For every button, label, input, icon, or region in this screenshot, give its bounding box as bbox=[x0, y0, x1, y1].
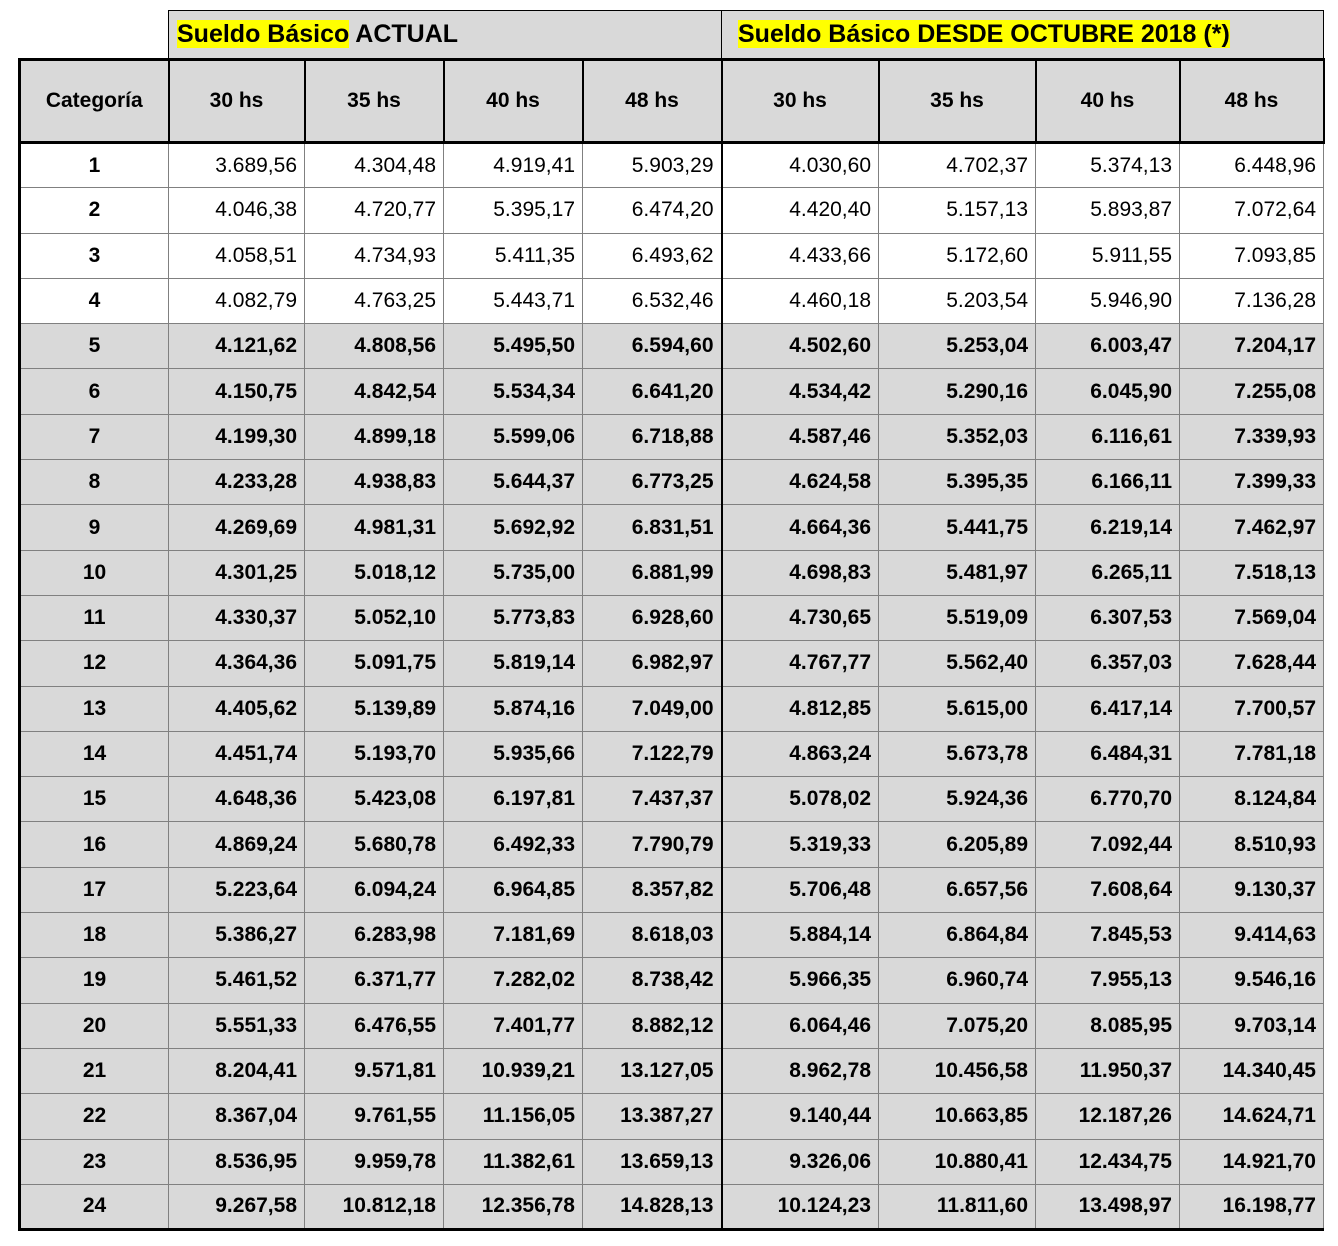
column-header-october-40-hs: 40 hs bbox=[1036, 60, 1180, 143]
table-row bbox=[20, 641, 1324, 686]
column-header-current-35-hs: 35 hs bbox=[305, 60, 444, 143]
salary-cell: 7.462,97 bbox=[1180, 505, 1324, 550]
salary-cell: 6.484,31 bbox=[1036, 731, 1180, 776]
salary-cell: 5.966,35 bbox=[722, 958, 879, 1003]
salary-cell: 7.282,02 bbox=[444, 958, 583, 1003]
salary-cell: 9.761,55 bbox=[305, 1094, 444, 1139]
salary-cell: 4.720,77 bbox=[305, 188, 444, 233]
salary-cell: 5.903,29 bbox=[583, 143, 722, 188]
salary-cell: 5.615,00 bbox=[879, 686, 1036, 731]
salary-cell: 9.546,16 bbox=[1180, 958, 1324, 1003]
table-row bbox=[20, 1094, 1324, 1139]
salary-cell: 6.492,33 bbox=[444, 822, 583, 867]
salary-cell: 11.950,37 bbox=[1036, 1048, 1180, 1093]
salary-cell: 5.692,92 bbox=[444, 505, 583, 550]
column-header-categoria: Categoría bbox=[20, 60, 169, 143]
salary-cell: 6.718,88 bbox=[583, 414, 722, 459]
salary-cell: 7.955,13 bbox=[1036, 958, 1180, 1003]
salary-cell: 7.093,85 bbox=[1180, 233, 1324, 278]
salary-cell: 5.461,52 bbox=[169, 958, 305, 1003]
salary-cell: 6.205,89 bbox=[879, 822, 1036, 867]
salary-cell: 5.773,83 bbox=[444, 595, 583, 640]
category-cell: 3 bbox=[20, 233, 169, 278]
salary-cell: 4.664,36 bbox=[722, 505, 879, 550]
salary-cell: 4.734,93 bbox=[305, 233, 444, 278]
table-row bbox=[20, 369, 1324, 414]
category-cell: 16 bbox=[20, 822, 169, 867]
category-cell: 9 bbox=[20, 505, 169, 550]
salary-cell: 7.092,44 bbox=[1036, 822, 1180, 867]
salary-cell: 6.476,55 bbox=[305, 1003, 444, 1048]
salary-cell: 4.702,37 bbox=[879, 143, 1036, 188]
salary-cell: 4.199,30 bbox=[169, 414, 305, 459]
salary-cell: 6.964,85 bbox=[444, 867, 583, 912]
table-row bbox=[20, 460, 1324, 505]
salary-cell: 4.869,24 bbox=[169, 822, 305, 867]
salary-cell: 4.812,85 bbox=[722, 686, 879, 731]
salary-cell: 4.082,79 bbox=[169, 278, 305, 323]
salary-cell: 10.812,18 bbox=[305, 1184, 444, 1229]
salary-cell: 5.172,60 bbox=[879, 233, 1036, 278]
table-row bbox=[20, 233, 1324, 278]
salary-cell: 5.386,27 bbox=[169, 913, 305, 958]
category-cell: 10 bbox=[20, 550, 169, 595]
salary-cell: 10.880,41 bbox=[879, 1139, 1036, 1184]
salary-cell: 4.863,24 bbox=[722, 731, 879, 776]
salary-cell: 8.085,95 bbox=[1036, 1003, 1180, 1048]
salary-cell: 5.078,02 bbox=[722, 777, 879, 822]
category-cell: 20 bbox=[20, 1003, 169, 1048]
salary-cell: 6.045,90 bbox=[1036, 369, 1180, 414]
salary-cell: 5.735,00 bbox=[444, 550, 583, 595]
column-header-october-30-hs: 30 hs bbox=[722, 60, 879, 143]
salary-cell: 4.304,48 bbox=[305, 143, 444, 188]
salary-cell: 4.121,62 bbox=[169, 324, 305, 369]
salary-cell: 14.921,70 bbox=[1180, 1139, 1324, 1184]
salary-table-sheet bbox=[18, 10, 1325, 1231]
salary-cell: 8.204,41 bbox=[169, 1048, 305, 1093]
salary-cell: 5.018,12 bbox=[305, 550, 444, 595]
category-cell: 1 bbox=[20, 143, 169, 188]
table-row bbox=[20, 550, 1324, 595]
salary-cell: 7.401,77 bbox=[444, 1003, 583, 1048]
salary-cell: 5.946,90 bbox=[1036, 278, 1180, 323]
salary-cell: 5.911,55 bbox=[1036, 233, 1180, 278]
salary-cell: 5.599,06 bbox=[444, 414, 583, 459]
category-cell: 17 bbox=[20, 867, 169, 912]
salary-cell: 5.223,64 bbox=[169, 867, 305, 912]
salary-cell: 6.003,47 bbox=[1036, 324, 1180, 369]
salary-cell: 4.534,42 bbox=[722, 369, 879, 414]
table-row bbox=[20, 1003, 1324, 1048]
table-row bbox=[20, 867, 1324, 912]
salary-cell: 14.624,71 bbox=[1180, 1094, 1324, 1139]
salary-cell: 7.072,64 bbox=[1180, 188, 1324, 233]
salary-cell: 5.352,03 bbox=[879, 414, 1036, 459]
salary-cell: 6.532,46 bbox=[583, 278, 722, 323]
salary-cell: 6.474,20 bbox=[583, 188, 722, 233]
salary-cell: 6.166,11 bbox=[1036, 460, 1180, 505]
salary-cell: 5.411,35 bbox=[444, 233, 583, 278]
category-cell: 13 bbox=[20, 686, 169, 731]
salary-cell: 8.962,78 bbox=[722, 1048, 879, 1093]
salary-cell: 7.122,79 bbox=[583, 731, 722, 776]
salary-cell: 8.536,95 bbox=[169, 1139, 305, 1184]
salary-cell: 7.518,13 bbox=[1180, 550, 1324, 595]
salary-cell: 5.562,40 bbox=[879, 641, 1036, 686]
table-row bbox=[20, 1139, 1324, 1184]
salary-cell: 13.387,27 bbox=[583, 1094, 722, 1139]
salary-cell: 7.075,20 bbox=[879, 1003, 1036, 1048]
salary-cell: 6.881,99 bbox=[583, 550, 722, 595]
salary-cell: 5.644,37 bbox=[444, 460, 583, 505]
salary-cell: 4.030,60 bbox=[722, 143, 879, 188]
salary-cell: 5.139,89 bbox=[305, 686, 444, 731]
salary-cell: 5.052,10 bbox=[305, 595, 444, 640]
column-header-october-35-hs: 35 hs bbox=[879, 60, 1036, 143]
table-row bbox=[20, 686, 1324, 731]
salary-cell: 10.663,85 bbox=[879, 1094, 1036, 1139]
salary-cell: 7.569,04 bbox=[1180, 595, 1324, 640]
salary-cell: 8.738,42 bbox=[583, 958, 722, 1003]
salary-cell: 4.460,18 bbox=[722, 278, 879, 323]
group-october-highlight: Sueldo Básico DESDE OCTUBRE 2018 (*) bbox=[738, 20, 1230, 48]
table-row bbox=[20, 1184, 1324, 1229]
table-row bbox=[20, 505, 1324, 550]
salary-cell: 5.423,08 bbox=[305, 777, 444, 822]
salary-cell: 4.301,25 bbox=[169, 550, 305, 595]
salary-cell: 10.939,21 bbox=[444, 1048, 583, 1093]
salary-cell: 8.618,03 bbox=[583, 913, 722, 958]
salary-cell: 5.253,04 bbox=[879, 324, 1036, 369]
salary-cell: 7.781,18 bbox=[1180, 731, 1324, 776]
column-header-current-40-hs: 40 hs bbox=[444, 60, 583, 143]
salary-cell: 4.405,62 bbox=[169, 686, 305, 731]
table-row bbox=[20, 913, 1324, 958]
salary-cell: 9.140,44 bbox=[722, 1094, 879, 1139]
salary-cell: 7.181,69 bbox=[444, 913, 583, 958]
salary-cell: 7.437,37 bbox=[583, 777, 722, 822]
salary-cell: 6.219,14 bbox=[1036, 505, 1180, 550]
salary-cell: 7.136,28 bbox=[1180, 278, 1324, 323]
salary-cell: 8.357,82 bbox=[583, 867, 722, 912]
salary-cell: 13.659,13 bbox=[583, 1139, 722, 1184]
salary-cell: 6.094,24 bbox=[305, 867, 444, 912]
salary-cell: 5.673,78 bbox=[879, 731, 1036, 776]
salary-table bbox=[18, 10, 1325, 1231]
salary-cell: 4.420,40 bbox=[722, 188, 879, 233]
salary-cell: 13.127,05 bbox=[583, 1048, 722, 1093]
salary-cell: 4.433,66 bbox=[722, 233, 879, 278]
table-row bbox=[20, 595, 1324, 640]
salary-cell: 5.935,66 bbox=[444, 731, 583, 776]
salary-cell: 5.680,78 bbox=[305, 822, 444, 867]
salary-cell: 9.703,14 bbox=[1180, 1003, 1324, 1048]
column-header-current-30-hs: 30 hs bbox=[169, 60, 305, 143]
category-cell: 7 bbox=[20, 414, 169, 459]
salary-cell: 6.594,60 bbox=[583, 324, 722, 369]
salary-cell: 6.773,25 bbox=[583, 460, 722, 505]
salary-cell: 6.307,53 bbox=[1036, 595, 1180, 640]
category-cell: 24 bbox=[20, 1184, 169, 1229]
salary-cell: 4.698,83 bbox=[722, 550, 879, 595]
salary-cell: 7.700,57 bbox=[1180, 686, 1324, 731]
salary-cell: 7.049,00 bbox=[583, 686, 722, 731]
salary-cell: 14.340,45 bbox=[1180, 1048, 1324, 1093]
group-current-highlight: Sueldo Básico bbox=[177, 20, 350, 48]
salary-cell: 4.808,56 bbox=[305, 324, 444, 369]
table-row bbox=[20, 777, 1324, 822]
salary-cell: 6.116,61 bbox=[1036, 414, 1180, 459]
salary-cell: 6.982,97 bbox=[583, 641, 722, 686]
salary-cell: 4.269,69 bbox=[169, 505, 305, 550]
table-row bbox=[20, 414, 1324, 459]
salary-cell: 6.928,60 bbox=[583, 595, 722, 640]
table-row bbox=[20, 731, 1324, 776]
category-cell: 15 bbox=[20, 777, 169, 822]
category-cell: 18 bbox=[20, 913, 169, 958]
salary-cell: 5.395,35 bbox=[879, 460, 1036, 505]
salary-cell: 6.770,70 bbox=[1036, 777, 1180, 822]
salary-cell: 4.842,54 bbox=[305, 369, 444, 414]
salary-cell: 4.364,36 bbox=[169, 641, 305, 686]
salary-cell: 6.864,84 bbox=[879, 913, 1036, 958]
salary-cell: 5.874,16 bbox=[444, 686, 583, 731]
salary-cell: 11.382,61 bbox=[444, 1139, 583, 1184]
salary-cell: 5.374,13 bbox=[1036, 143, 1180, 188]
salary-cell: 4.624,58 bbox=[722, 460, 879, 505]
salary-cell: 5.819,14 bbox=[444, 641, 583, 686]
salary-cell: 11.811,60 bbox=[879, 1184, 1036, 1229]
category-cell: 2 bbox=[20, 188, 169, 233]
salary-cell: 12.356,78 bbox=[444, 1184, 583, 1229]
salary-cell: 4.502,60 bbox=[722, 324, 879, 369]
salary-cell: 4.981,31 bbox=[305, 505, 444, 550]
salary-cell: 6.641,20 bbox=[583, 369, 722, 414]
salary-cell: 5.884,14 bbox=[722, 913, 879, 958]
salary-cell: 5.534,34 bbox=[444, 369, 583, 414]
table-row bbox=[20, 1048, 1324, 1093]
salary-cell: 6.960,74 bbox=[879, 958, 1036, 1003]
salary-cell: 4.046,38 bbox=[169, 188, 305, 233]
salary-cell: 5.443,71 bbox=[444, 278, 583, 323]
salary-cell: 13.498,97 bbox=[1036, 1184, 1180, 1229]
category-cell: 11 bbox=[20, 595, 169, 640]
table-row bbox=[20, 958, 1324, 1003]
group-header-october bbox=[722, 11, 1324, 60]
salary-cell: 9.414,63 bbox=[1180, 913, 1324, 958]
salary-cell: 5.495,50 bbox=[444, 324, 583, 369]
salary-cell: 7.790,79 bbox=[583, 822, 722, 867]
salary-cell: 12.187,26 bbox=[1036, 1094, 1180, 1139]
salary-cell: 3.689,56 bbox=[169, 143, 305, 188]
category-cell: 6 bbox=[20, 369, 169, 414]
salary-cell: 5.551,33 bbox=[169, 1003, 305, 1048]
salary-cell: 4.058,51 bbox=[169, 233, 305, 278]
category-cell: 5 bbox=[20, 324, 169, 369]
salary-cell: 7.204,17 bbox=[1180, 324, 1324, 369]
salary-cell: 6.265,11 bbox=[1036, 550, 1180, 595]
salary-cell: 6.371,77 bbox=[305, 958, 444, 1003]
salary-cell: 9.267,58 bbox=[169, 1184, 305, 1229]
salary-cell: 4.648,36 bbox=[169, 777, 305, 822]
salary-cell: 7.255,08 bbox=[1180, 369, 1324, 414]
salary-cell: 6.448,96 bbox=[1180, 143, 1324, 188]
category-cell: 21 bbox=[20, 1048, 169, 1093]
category-cell: 8 bbox=[20, 460, 169, 505]
salary-cell: 4.899,18 bbox=[305, 414, 444, 459]
salary-cell: 8.882,12 bbox=[583, 1003, 722, 1048]
column-header-current-48-hs: 48 hs bbox=[583, 60, 722, 143]
salary-cell: 7.845,53 bbox=[1036, 913, 1180, 958]
salary-cell: 10.124,23 bbox=[722, 1184, 879, 1229]
salary-cell: 16.198,77 bbox=[1180, 1184, 1324, 1229]
salary-cell: 4.730,65 bbox=[722, 595, 879, 640]
salary-cell: 8.124,84 bbox=[1180, 777, 1324, 822]
category-cell: 12 bbox=[20, 641, 169, 686]
salary-cell: 4.763,25 bbox=[305, 278, 444, 323]
salary-cell: 5.519,09 bbox=[879, 595, 1036, 640]
salary-cell: 5.157,13 bbox=[879, 188, 1036, 233]
table-row bbox=[20, 324, 1324, 369]
salary-cell: 4.767,77 bbox=[722, 641, 879, 686]
category-cell: 22 bbox=[20, 1094, 169, 1139]
salary-cell: 6.283,98 bbox=[305, 913, 444, 958]
category-cell: 14 bbox=[20, 731, 169, 776]
salary-cell: 8.367,04 bbox=[169, 1094, 305, 1139]
salary-cell: 9.959,78 bbox=[305, 1139, 444, 1184]
salary-cell: 9.326,06 bbox=[722, 1139, 879, 1184]
salary-cell: 4.233,28 bbox=[169, 460, 305, 505]
salary-cell: 5.319,33 bbox=[722, 822, 879, 867]
salary-cell: 5.706,48 bbox=[722, 867, 879, 912]
salary-cell: 6.197,81 bbox=[444, 777, 583, 822]
salary-cell: 9.571,81 bbox=[305, 1048, 444, 1093]
table-row bbox=[20, 188, 1324, 233]
salary-cell: 6.493,62 bbox=[583, 233, 722, 278]
salary-cell: 5.481,97 bbox=[879, 550, 1036, 595]
salary-cell: 6.831,51 bbox=[583, 505, 722, 550]
salary-cell: 5.924,36 bbox=[879, 777, 1036, 822]
group-current-rest: ACTUAL bbox=[349, 20, 459, 48]
table-row bbox=[20, 143, 1324, 188]
salary-cell: 5.290,16 bbox=[879, 369, 1036, 414]
salary-cell: 6.657,56 bbox=[879, 867, 1036, 912]
salary-cell: 9.130,37 bbox=[1180, 867, 1324, 912]
salary-cell: 8.510,93 bbox=[1180, 822, 1324, 867]
salary-cell: 5.893,87 bbox=[1036, 188, 1180, 233]
salary-cell: 7.399,33 bbox=[1180, 460, 1324, 505]
salary-cell: 5.441,75 bbox=[879, 505, 1036, 550]
salary-cell: 4.330,37 bbox=[169, 595, 305, 640]
salary-cell: 4.938,83 bbox=[305, 460, 444, 505]
salary-cell: 11.156,05 bbox=[444, 1094, 583, 1139]
salary-cell: 4.919,41 bbox=[444, 143, 583, 188]
salary-cell: 5.203,54 bbox=[879, 278, 1036, 323]
salary-cell: 6.064,46 bbox=[722, 1003, 879, 1048]
salary-cell: 6.417,14 bbox=[1036, 686, 1180, 731]
salary-cell: 7.608,64 bbox=[1036, 867, 1180, 912]
salary-cell: 4.587,46 bbox=[722, 414, 879, 459]
salary-cell: 12.434,75 bbox=[1036, 1139, 1180, 1184]
salary-cell: 14.828,13 bbox=[583, 1184, 722, 1229]
category-cell: 4 bbox=[20, 278, 169, 323]
salary-cell: 5.091,75 bbox=[305, 641, 444, 686]
category-cell: 23 bbox=[20, 1139, 169, 1184]
category-cell: 19 bbox=[20, 958, 169, 1003]
column-header-october-48-hs: 48 hs bbox=[1180, 60, 1324, 143]
salary-cell: 4.451,74 bbox=[169, 731, 305, 776]
salary-cell: 5.395,17 bbox=[444, 188, 583, 233]
salary-cell: 7.628,44 bbox=[1180, 641, 1324, 686]
group-header-current bbox=[169, 11, 722, 60]
salary-cell: 6.357,03 bbox=[1036, 641, 1180, 686]
salary-cell: 7.339,93 bbox=[1180, 414, 1324, 459]
table-row bbox=[20, 278, 1324, 323]
salary-cell: 5.193,70 bbox=[305, 731, 444, 776]
salary-cell: 10.456,58 bbox=[879, 1048, 1036, 1093]
table-row bbox=[20, 822, 1324, 867]
corner-blank bbox=[20, 11, 169, 60]
salary-cell: 4.150,75 bbox=[169, 369, 305, 414]
